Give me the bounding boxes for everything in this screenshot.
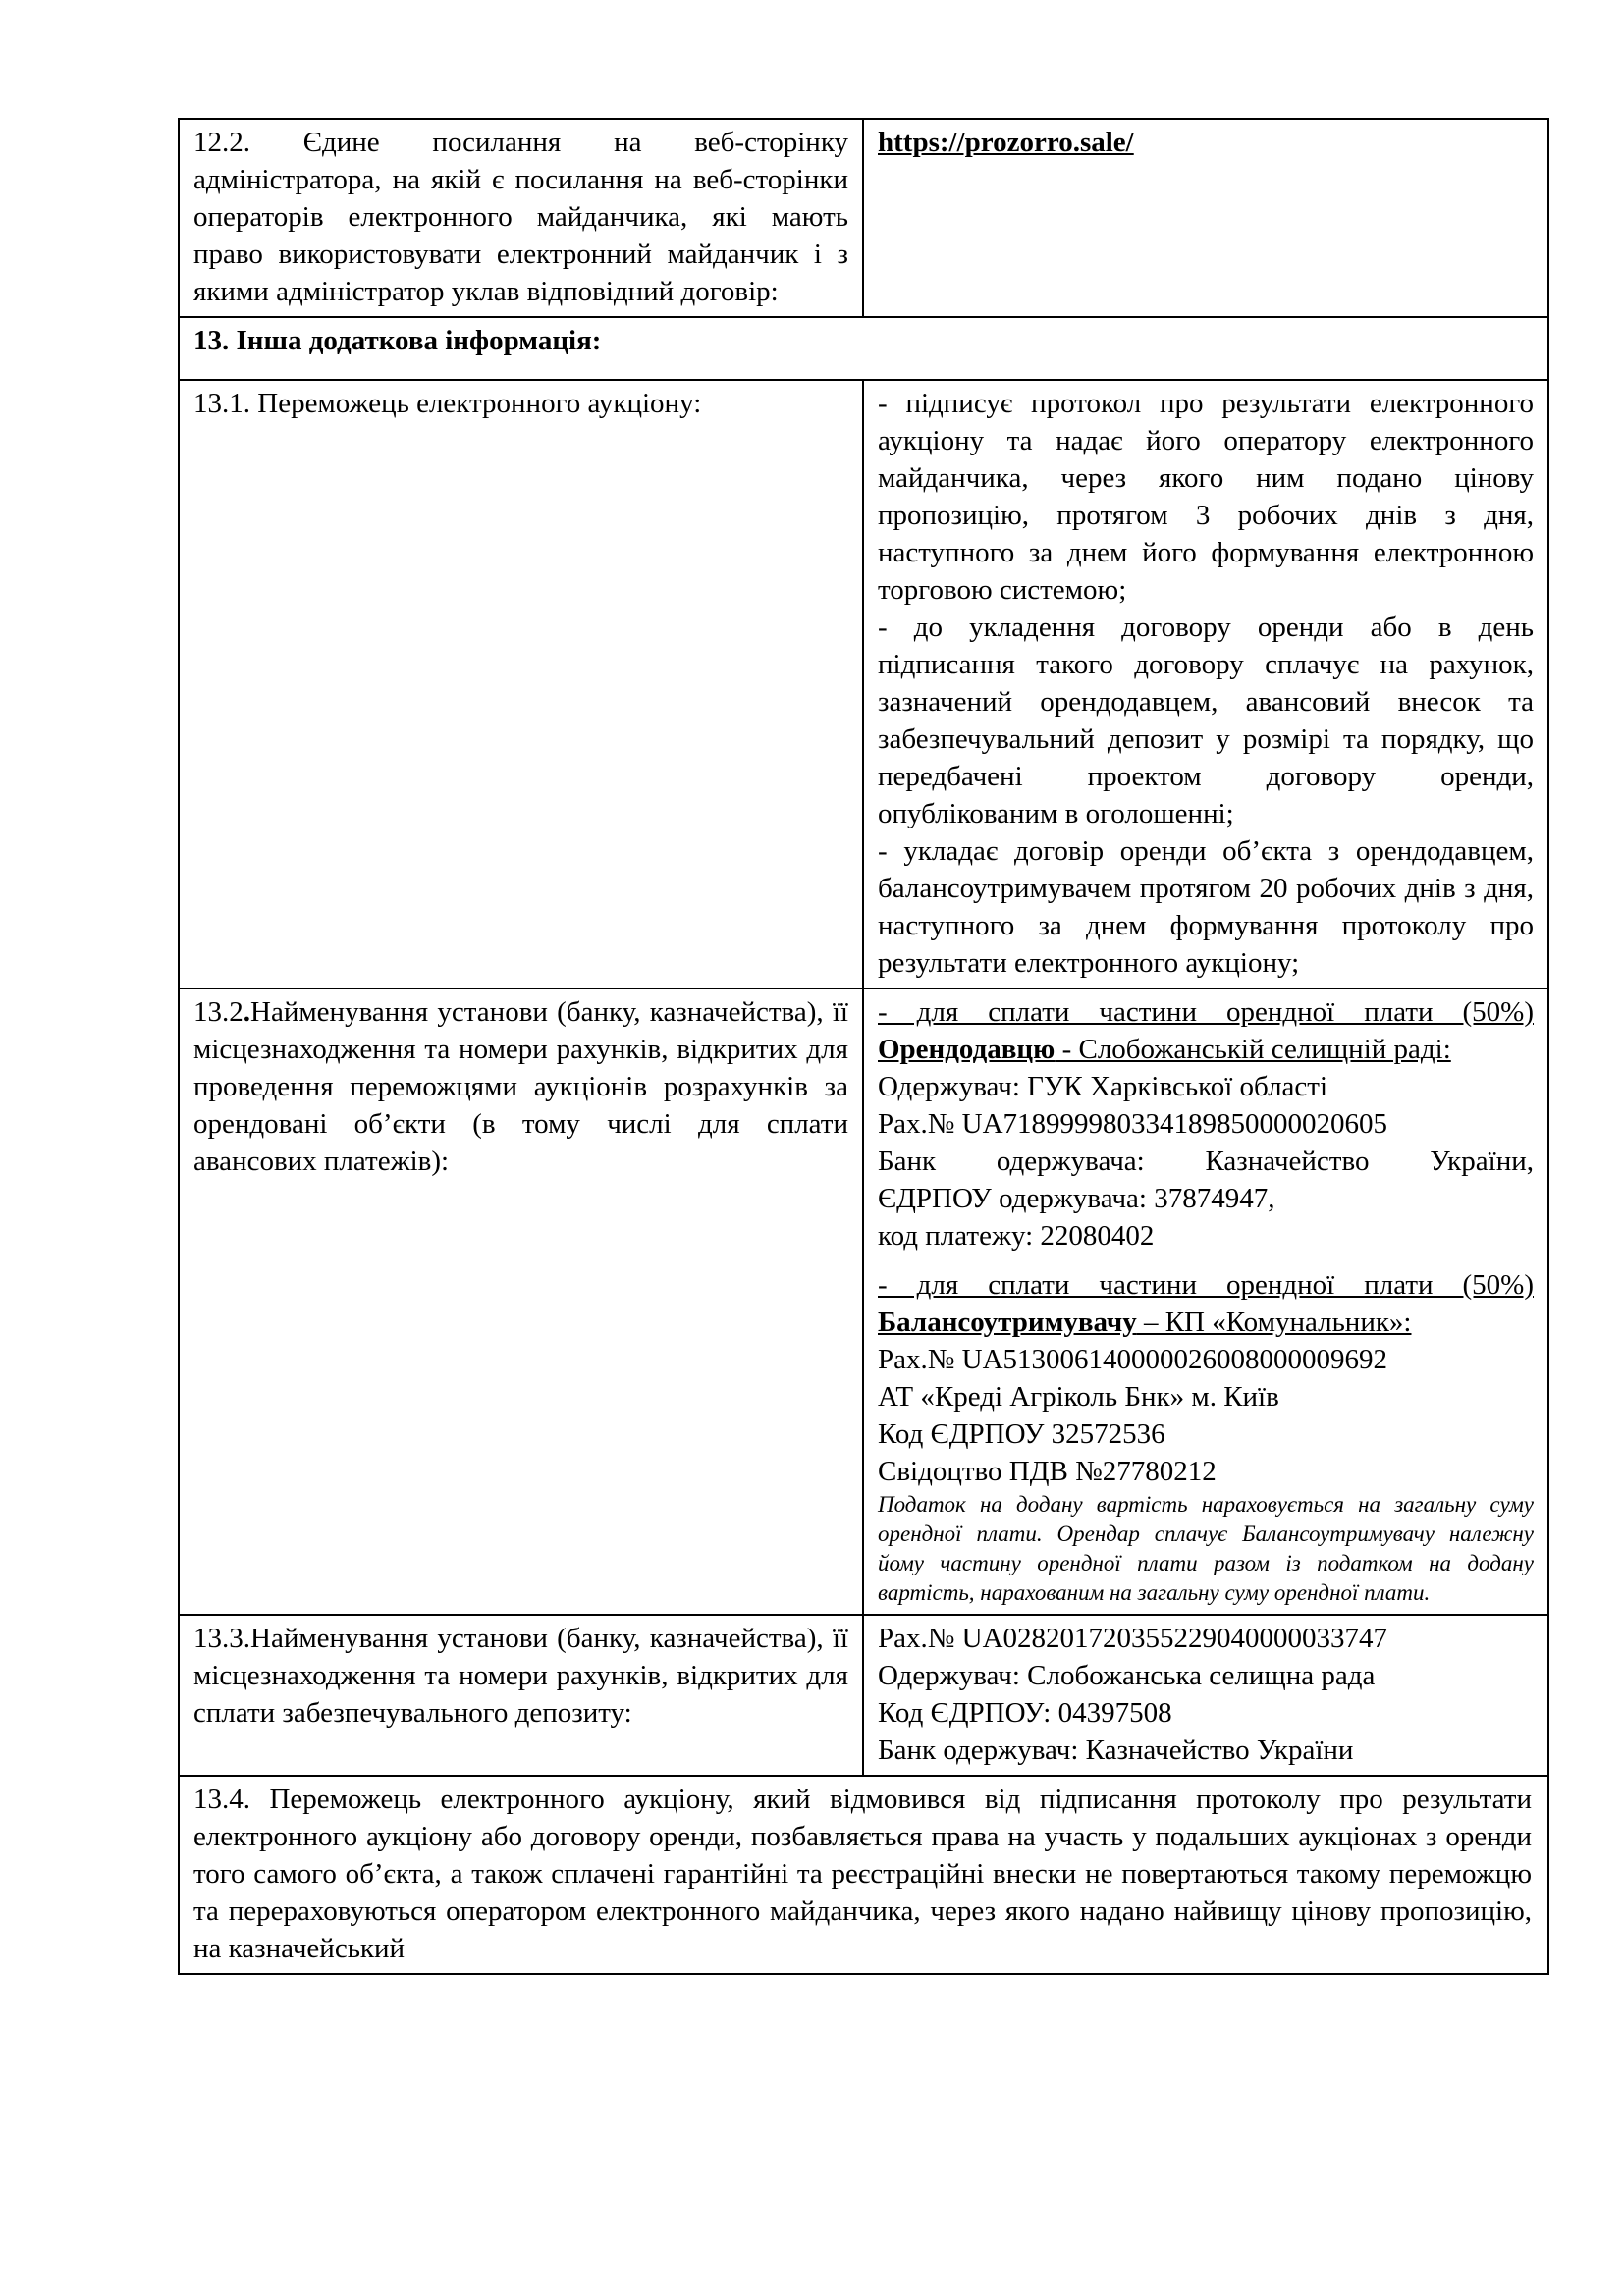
landlord-account: Рах.№ UA718999980334189850000020605 <box>878 1108 1388 1140</box>
prozorro-link[interactable]: https://prozorro.sale/ <box>878 127 1134 158</box>
row-13-3-label: 13.3.Найменування установи (банку, казначейства), її місцезнаходження та номери рахунків, відкритих для сплати забезпечувального депозиту: <box>179 1615 863 1776</box>
winner-duty-1: - підписує протокол про результати електронного аукціону та надає його оператору електронного майданчика, через якого ним подано цінову пропозицію, протягом 3 робочих днів з дня, наступного за днем його формування електронною торговою системою; <box>878 388 1534 606</box>
landlord-edrpou: ЄДРПОУ одержувача: 37874947, <box>878 1183 1275 1214</box>
balance-holder-bank: АТ «Креді Агріколь Бнк» м. Київ <box>878 1381 1279 1413</box>
row-13-2-label-text: Найменування установи (банку, казначейства), її місцезнаходження та номери рахунків, відкритих для проведення переможцями аукціонів розрахунків за орендовані об’єкти (в тому числі для сплати авансових платежів): <box>193 996 848 1177</box>
row-13-4 <box>179 1776 1548 1974</box>
balance-holder-account: Рах.№ UA513006140000026008000009692 <box>878 1344 1388 1375</box>
landlord-payee: Одержувач: ГУК Харківської області <box>878 1071 1328 1102</box>
deposit-account: Рах.№ UA028201720355229040000033747 <box>878 1623 1388 1654</box>
deposit-edrpou: Код ЄДРПОУ: 04397508 <box>878 1697 1172 1729</box>
row-13-1-label: 13.1. Переможець електронного аукціону: <box>179 380 863 988</box>
deposit-payee: Одержувач: Слобожанська селищна рада <box>878 1660 1376 1691</box>
row-13-2-value <box>863 988 1548 1615</box>
row-12-2-value <box>863 119 1548 317</box>
section-13-header-row <box>179 317 1548 380</box>
row-13-3 <box>179 1615 1548 1776</box>
row-13-4-text: 13.4. Переможець електронного аукціону, який відмовився від підписання протоколу про результати електронного аукціону або договору оренди, позбавляється права на участь у подальших аукціонах з оренди того самого об’єкта, а також сплачені гарантійні та реєстраційні внески не повертаються такому переможцю та перераховуються оператором електронного майданчика, через якого надано найвищу цінову пропозицію, на казначейський <box>179 1776 1548 1974</box>
balance-holder-purpose: - для сплати частини орендної плати (50%) <box>878 1269 1534 1301</box>
balance-holder-recipient-name: Балансоутримувачу <box>878 1307 1137 1338</box>
block-spacer <box>878 1255 1534 1266</box>
row-13-2-number: 13.2 <box>193 996 244 1028</box>
landlord-payment-block <box>878 993 1534 1255</box>
landlord-recipient-name: Орендодавцю <box>878 1034 1056 1065</box>
landlord-purpose: - для сплати частини орендної плати (50%) <box>878 996 1534 1028</box>
row-12-2-label: 12.2. Єдине посилання на веб-сторінку адміністратора, на якій є посилання на веб-сторінки операторів електронного майданчика, які мають право використовувати електронний майданчик і з якими адміністратор уклав відповідний договір: <box>179 119 863 317</box>
row-13-3-value <box>863 1615 1548 1776</box>
landlord-recipient <box>878 1031 1534 1068</box>
info-table <box>178 118 1549 1975</box>
row-13-2-label <box>179 988 863 1615</box>
landlord-bank: Банк одержувача: Казначейство України, <box>878 1146 1534 1177</box>
row-13-1 <box>179 380 1548 988</box>
row-13-1-value <box>863 380 1548 988</box>
balance-holder-payment-block <box>878 1266 1534 1608</box>
vat-note: Податок на додану вартість нараховується на загальну суму орендної плати. Орендар сплачує Балансоутримувачу належну йому частину орендної плати разом із податком на додану вартість, нарахованим на загальну суму орендної плати. <box>878 1492 1534 1605</box>
landlord-payment-code: код платежу: 22080402 <box>878 1220 1155 1252</box>
landlord-recipient-rest: - Слобожанській селищній раді: <box>1055 1034 1451 1065</box>
balance-holder-edrpou: Код ЄДРПОУ 32572536 <box>878 1418 1165 1450</box>
deposit-bank: Банк одержувач: Казначейство України <box>878 1735 1354 1766</box>
section-13-title: 13. Інша додаткова інформація: <box>179 317 1548 380</box>
winner-duty-2: - до укладення договору оренди або в день підписання такого договору сплачує на рахунок, зазначений орендодавцем, авансовий внесок та забезпечувальний депозит у розмірі та порядку, що передбачені проектом договору оренди, опублікованим в оголошенні; <box>878 612 1534 829</box>
balance-holder-recipient <box>878 1304 1534 1341</box>
balance-holder-recipient-rest: – КП «Комунальник»: <box>1136 1307 1412 1338</box>
balance-holder-vat-certificate: Свідоцтво ПДВ №27780212 <box>878 1456 1217 1487</box>
row-13-2 <box>179 988 1548 1615</box>
winner-duty-3: - укладає договір оренди об’єкта з орендодавцем, балансоутримувачем протягом 20 робочих днів з дня, наступного за днем формування протоколу про результати електронного аукціону; <box>878 835 1534 979</box>
row-12-2 <box>179 119 1548 317</box>
row-13-2-dot: . <box>243 996 250 1028</box>
